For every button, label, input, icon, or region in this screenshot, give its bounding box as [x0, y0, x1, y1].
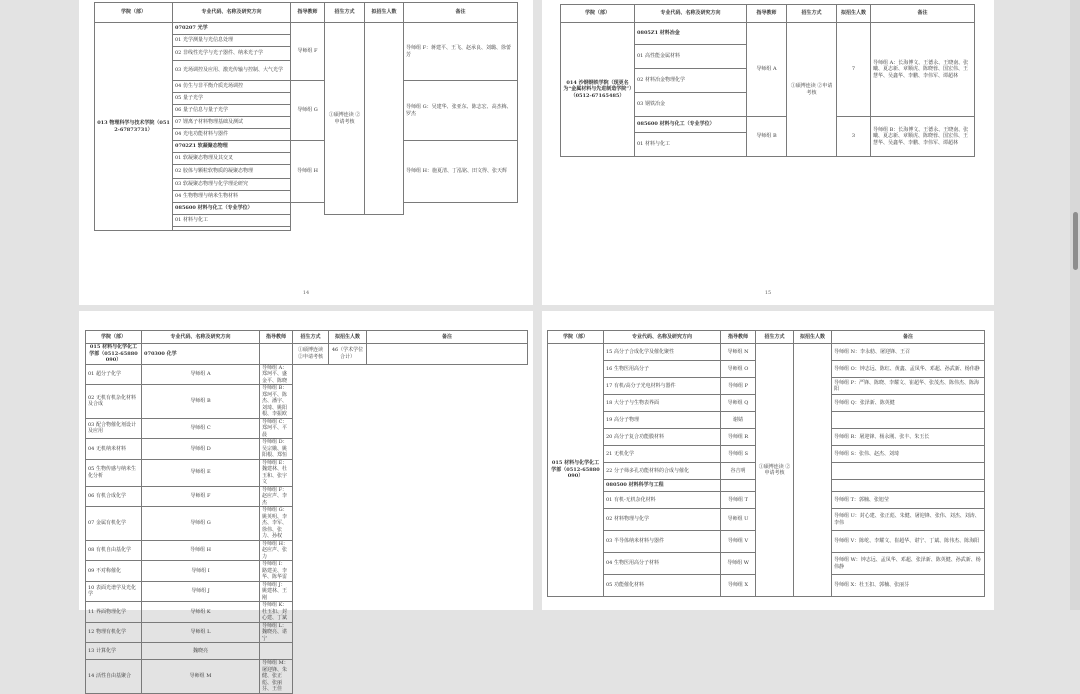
notes-cell: 导师组 U：封心建、张正彪、朱健、屠迎锋、张伟、刘杰、刘涛、李伟: [832, 509, 985, 531]
tutor-group: 导师组 X: [721, 575, 756, 597]
tutor-group: 导师组 O: [721, 361, 756, 378]
header-quota: 拟招生人数: [794, 331, 832, 344]
research-direction: 04 仿生与非平衡介质光场调控: [173, 81, 291, 93]
document-page-16: [79, 311, 533, 692]
research-direction: 13 计算化学: [86, 643, 142, 660]
tutor-group: 导师组 F: [142, 486, 260, 507]
tutor-group: 导师组 D: [142, 439, 260, 460]
research-direction: 01 光学测量与光信息处理: [173, 35, 291, 47]
research-direction: 02 材料物理与化学: [604, 509, 721, 531]
header-major: 专业代码、名称及研究方向: [604, 331, 721, 344]
tutor-group: 导师组 B: [142, 385, 260, 419]
research-direction: 05 量子光学: [173, 93, 291, 105]
notes-cell: 导师组 X：杜玉扣、郭楠、张丽芬: [832, 575, 985, 597]
research-direction: 16 生物医用高分子: [604, 361, 721, 378]
research-direction: 01 高性能金属材料: [635, 45, 747, 69]
vertical-scrollbar[interactable]: [1070, 0, 1080, 610]
notes-cell: 导师组 C：郑珂平、平晨: [260, 418, 293, 439]
notes-cell: 导师组 B：郑珂平、陈杰、潘宇、刘琦、姚阳根、李振欧: [260, 385, 293, 419]
research-direction: 20 高分子复合功能膜材料: [604, 429, 721, 446]
research-direction: 01 材料与化工: [173, 215, 291, 227]
tutor-group: 导师组 B: [747, 117, 787, 157]
quota: 7: [837, 23, 871, 117]
research-direction: 02 非线性光学与光子器件、纳米光子学: [173, 47, 291, 61]
research-direction: 07 锂离子材料物理基础及测试: [173, 117, 291, 129]
notes-cell: 导师组 F：赵应声、李杰: [260, 486, 293, 507]
major-title: 0805Z1 材料冶金: [635, 23, 747, 45]
table-row: [86, 660, 528, 694]
research-direction: 03 软凝聚态物理与化学理论研究: [173, 179, 291, 191]
tutor-group: 导师组 J: [142, 581, 260, 602]
research-direction: 11 界面物理化学: [86, 602, 142, 623]
tutor-group: 导师组 G: [142, 507, 260, 541]
tutor-group: 导师组 C: [142, 418, 260, 439]
quota: 46（学术学位合计）: [329, 344, 367, 365]
notes-cell: 导师组 W：钟志远、孟凤华、邓超、张泽新、陈英健、孙武新、杨伟静: [832, 553, 985, 575]
major-title: 085600 材料与化工（专业学位）: [173, 203, 291, 215]
header-notes: 备注: [871, 5, 975, 23]
research-direction: 05 功能催化材料: [604, 575, 721, 597]
header-method: 招生方式: [756, 331, 794, 344]
notes-cell: 导师组 A：长海博文、王德永、王晓南、张曦、夏志新、章顺虎、陈晓蓉、国宏伟、王慧华、吴鑫华、李鹏、李伟军、谭超林: [871, 23, 975, 117]
header-tutor: 指导教师: [747, 5, 787, 23]
header-quota: 拟招生人数: [837, 5, 871, 23]
tutor-group: 导师组 U: [721, 509, 756, 531]
table-row: [86, 581, 528, 602]
document-page-14: [79, 0, 533, 305]
header-method: 招生方式: [293, 331, 329, 344]
header-method: 招生方式: [325, 3, 365, 23]
notes-cell: 导师组 B：长海博文、王德永、王晓南、张曦、夏志新、章顺虎、陈晓蓉、国宏伟、王慧华、吴鑫华、李鹏、李伟军、谭超林: [871, 117, 975, 157]
tutor-group: 导师组 R: [721, 429, 756, 446]
notes-cell: 导师组 T：郭楠、张旭莹: [832, 492, 985, 509]
table-row: [86, 643, 528, 660]
college-name: 013 物理科学与技术学院（0512-67873731）: [95, 23, 173, 231]
college-name: 014 沙钢钢铁学院（现更名为“金属材料与先进制造学院”）（0512-67165485）: [561, 23, 635, 157]
tutor-group: 导师组 E: [142, 459, 260, 486]
admission-method: ①硕博连读 ②申请考核: [756, 344, 794, 597]
tutor-group: 导师组 N: [721, 344, 756, 361]
research-direction: 06 有机合成化学: [86, 486, 142, 507]
notes-cell: 导师组 J：姚建林、王刚: [260, 581, 293, 602]
tutor-group: 导师组 M: [142, 660, 260, 694]
notes-cell: 导师组 R：屠迎锋、杨永刚、张丰、朱玉长: [832, 429, 985, 446]
major-title: 0702Z1 软凝聚态物理: [173, 141, 291, 153]
header-college: 学院（部）: [561, 5, 635, 23]
research-direction: 04 生物物理与纳米生物材料: [173, 191, 291, 203]
tutor-group: 导师组 H: [291, 141, 325, 203]
tutor-group: 导师组 W: [721, 553, 756, 575]
research-direction: 01 软凝聚态物理及其交叉: [173, 153, 291, 165]
tutor-group: 导师组 I: [142, 561, 260, 582]
notes-cell: 导师组 G：吴建华、张亚东、陈志宏、高杰梅、罗杰: [404, 81, 518, 141]
research-direction: 10 表面光谱学及光化学: [86, 581, 142, 602]
tutor-group: 导师组 V: [721, 531, 756, 553]
research-direction: 05 生物传感与纳米生化分析: [86, 459, 142, 486]
header-tutor: 指导教师: [721, 331, 756, 344]
table-row: [86, 602, 528, 623]
research-direction: 02 材料冶金物理化学: [635, 69, 747, 93]
research-direction: 02 胶体与颗粒软物质的凝聚态物理: [173, 165, 291, 179]
major-title: 085600 材料与化工（专业学位）: [635, 117, 747, 133]
header-college: 学院（部）: [95, 3, 173, 23]
research-direction: 22 分子筛多孔功能材料的合成与催化: [604, 463, 721, 480]
table-row: [86, 540, 528, 561]
admission-method: ①硕博连读 ②申请考核: [325, 23, 365, 215]
notes-cell: 导师组 S：张伟、赵杰、刘琦: [832, 446, 985, 463]
research-direction: 19 高分子物理: [604, 412, 721, 429]
notes-cell: 导师组 P：严锋、陈晓、李耀文、崔超华、张茂杰、陈伟杰、陈海阳: [832, 378, 985, 395]
notes-cell: [832, 412, 985, 429]
research-direction: 01 材料与化工: [635, 133, 747, 157]
table-row: [86, 486, 528, 507]
tutor-group: 导师组 G: [291, 81, 325, 141]
notes-cell: 导师组 Q：张泽新、陈英健: [832, 395, 985, 412]
research-direction: 04 生物医用高分子材料: [604, 553, 721, 575]
header-notes: 备注: [404, 3, 518, 23]
research-direction: 04 无机纳米材料: [86, 439, 142, 460]
major-title: 080500 材料科学与工程: [604, 480, 721, 492]
tutor-group: 谷吉明: [721, 463, 756, 480]
table-row: [86, 622, 528, 643]
research-direction: 06 量子信息与量子光学: [173, 105, 291, 117]
enrollment-table-physics: [94, 2, 518, 231]
research-direction: 03 配合物催化剂设计及应用: [86, 418, 142, 439]
tutor-group: 导师组 F: [291, 23, 325, 81]
header-major: 专业代码、名称及研究方向: [635, 5, 747, 23]
notes-cell: [832, 463, 985, 480]
page-number: 14: [302, 290, 310, 296]
research-direction: 12 物理有机化学: [86, 622, 142, 643]
major-title: 070300 化学: [142, 344, 260, 365]
tutor-group: 导师组 T: [721, 492, 756, 509]
header-quota: 拟招生人数: [329, 331, 367, 344]
notes-cell: [260, 643, 293, 660]
notes-cell: 导师组 H：施夏清、丁泓铭、田文得、张天辉: [404, 141, 518, 203]
tutor-group: 导师组 K: [142, 602, 260, 623]
research-direction: 21 无机化学: [604, 446, 721, 463]
notes-cell: 导师组 H：赵应声、张力: [260, 540, 293, 561]
notes-cell: 导师组 N：李永舫、屠迎锋、王召: [832, 344, 985, 361]
header-tutor: 指导教师: [291, 3, 325, 23]
tutor-group: 魏晓亮: [142, 643, 260, 660]
table-row: [86, 439, 528, 460]
notes-cell: 导师组 I：路建美、李华、陈华雷: [260, 561, 293, 582]
enrollment-table-chemistry: [85, 330, 528, 694]
notes-cell: 导师组 V：陈屹、李耀文、崔超华、谌宁、丁斌、陈伟杰、陈海阳: [832, 531, 985, 553]
tutor-group: 导师组 S: [721, 446, 756, 463]
tutor-group: 谢婧: [721, 412, 756, 429]
header-college: 学院（部）: [86, 331, 142, 344]
research-direction: 07 金属有机化学: [86, 507, 142, 541]
table-row: [86, 507, 528, 541]
research-direction: 15 高分子合成化学及催化聚性: [604, 344, 721, 361]
header-notes: 备注: [367, 331, 528, 344]
notes-cell: 导师组 G：姚英明、李杰、李军、徐伟、张力、孙权: [260, 507, 293, 541]
major-title: 070207 光学: [173, 23, 291, 35]
college-name: 015 材料与化学化工学部（0512-65880090）: [548, 344, 604, 597]
college-name: 015 材料与化学化工学部（0512-65880090）: [86, 344, 142, 365]
research-direction: 03 半导体纳米材料与器件: [604, 531, 721, 553]
research-direction: 18 大分子与生物表界面: [604, 395, 721, 412]
research-direction: 17 有机/高分子光电材料与器件: [604, 378, 721, 395]
research-direction: 01 超分子化学: [86, 364, 142, 385]
header-tutor: 指导教师: [260, 331, 293, 344]
table-row: [86, 418, 528, 439]
tutor-group: 导师组 A: [747, 23, 787, 117]
header-notes: 备注: [832, 331, 985, 344]
notes-cell: 导师组 K：杜玉扣、封心建、丁斌: [260, 602, 293, 623]
table-row: [86, 459, 528, 486]
document-page-15: [542, 0, 994, 305]
notes-cell: 导师组 M：屠迎锋、朱健、张正彪、张丽芬、王佳: [260, 660, 293, 694]
scrollbar-thumb[interactable]: [1073, 212, 1078, 270]
research-direction: 04 光电功能材料与器件: [173, 129, 291, 141]
research-direction: 01 有机-无机杂化材料: [604, 492, 721, 509]
admission-method: ①硕博连读 ②申请考核: [293, 344, 329, 365]
header-quota: 拟招生人数: [365, 3, 404, 23]
tutor-group: 导师组 L: [142, 622, 260, 643]
page-number: 15: [764, 290, 772, 296]
header-college: 学院（部）: [548, 331, 604, 344]
header-major: 专业代码、名称及研究方向: [173, 3, 291, 23]
notes-cell: 导师组 F：蒋建平、王飞、赵承良、刘璐、徐蕾芳: [404, 23, 518, 81]
table-row: [548, 344, 985, 361]
admission-method: ①硕博连读 ②申请考核: [787, 23, 837, 157]
enrollment-table-chemistry-cont: [547, 330, 985, 597]
research-direction: 02 无机有机杂化材料及合成: [86, 385, 142, 419]
header-method: 招生方式: [787, 5, 837, 23]
header-major: 专业代码、名称及研究方向: [142, 331, 260, 344]
research-direction: 03 光场调控及应用、激光传输与控制、大气光学: [173, 61, 291, 81]
notes-cell: 导师组 E：魏建林、杜玉和、张宇文: [260, 459, 293, 486]
research-direction: 14 活性自由基聚合: [86, 660, 142, 694]
notes-cell: 导师组 A：郑珂平、盛金平、陈晓: [260, 364, 293, 385]
notes-cell: 导师组 L：魏晓亮、谌宁: [260, 622, 293, 643]
table-row: [86, 385, 528, 419]
research-direction: 08 有机自由基化学: [86, 540, 142, 561]
research-direction: 03 钢铁冶金: [635, 93, 747, 117]
table-row: [86, 561, 528, 582]
tutor-group: 导师组 A: [142, 364, 260, 385]
quota: 3: [837, 117, 871, 157]
table-row: [86, 364, 528, 385]
research-direction: 09 不对称催化: [86, 561, 142, 582]
enrollment-table-steel: [560, 4, 975, 157]
tutor-group: 导师组 P: [721, 378, 756, 395]
document-page-17: [542, 311, 994, 610]
notes-cell: 导师组 D：吴宗娥、姚阳根、郑恒: [260, 439, 293, 460]
tutor-group: 导师组 H: [142, 540, 260, 561]
notes-cell: 导师组 O：钟志远、陈红、黄鑫、孟凤华、邓超、孙武新、杨伟静: [832, 361, 985, 378]
tutor-group: 导师组 Q: [721, 395, 756, 412]
